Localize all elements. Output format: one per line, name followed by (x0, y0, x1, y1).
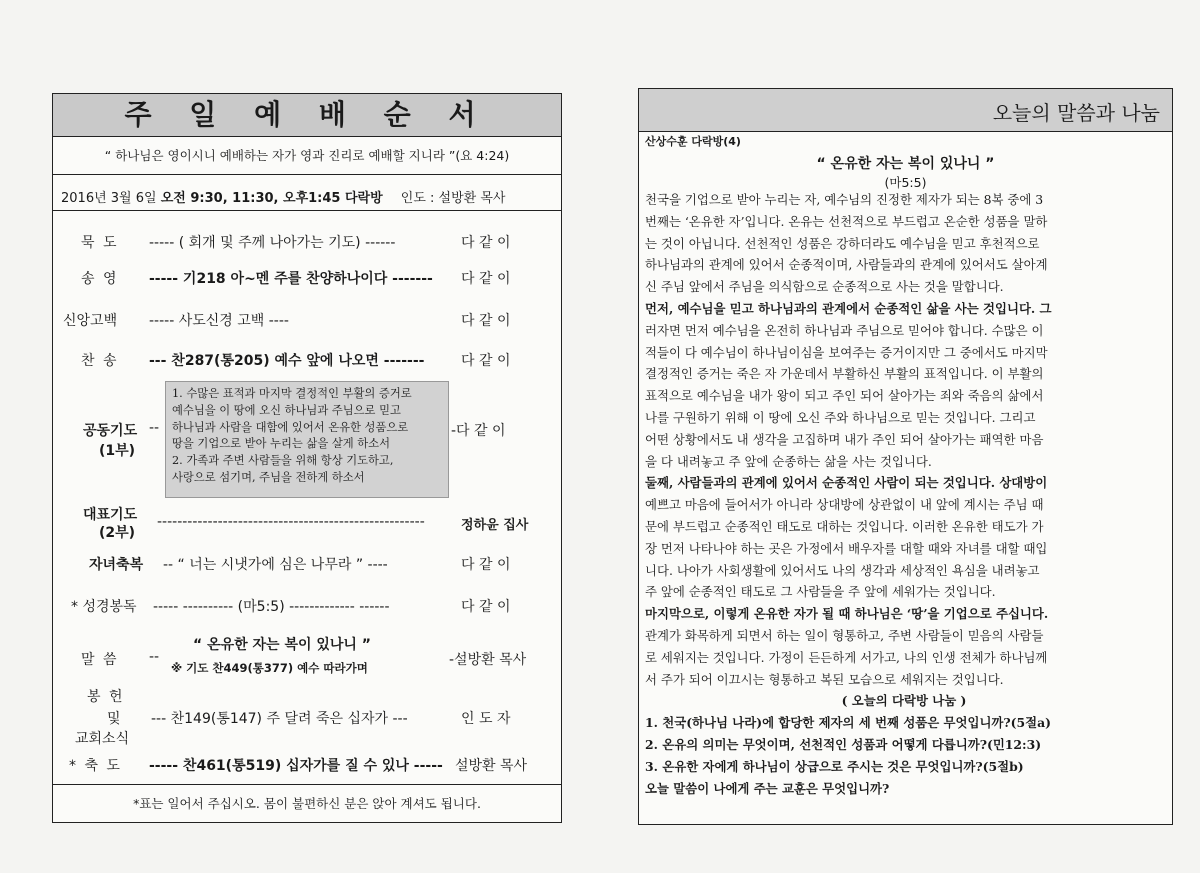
worship-order-title: 주 일 예 배 순 서 (53, 94, 561, 137)
order-item-name: * 축 도 (69, 758, 122, 774)
prayer-line: 2. 가족과 주변 사람들을 위해 항상 기도하고, (172, 454, 394, 468)
order-item-subname: (1부) (99, 443, 136, 459)
sermon-line: 니다. 나아가 사회생활에 있어서도 나의 생각과 세상적인 욕심을 내려놓고 (645, 562, 1040, 578)
sermon-line: 마지막으로, 이렇게 온유한 자가 될 때 하나님은 ‘땅’을 기업으로 주십니다. (645, 606, 1049, 622)
prayer-line: 1. 수많은 표적과 마지막 결정적인 부활의 증거로 (172, 387, 412, 400)
sermon-line: 러자면 먼저 예수님을 온전히 하나님과 주님으로 믿어야 합니다. 수많은 이 (645, 322, 1044, 338)
prayer-line: 사랑으로 섬기며, 주님을 전하게 하소서 (172, 470, 365, 484)
order-item-leader: 다 같 이 (461, 235, 511, 251)
sermon-line: 2. 온유의 의미는 무엇이며, 선천적인 성품과 어떻게 다릅니까?(민12:3) (645, 736, 1042, 752)
sermon-line: 나를 구원하기 위해 이 땅에 오신 주와 하나님으로 믿는 것입니다. 그리고 (645, 409, 1036, 425)
order-item-name: 봉 헌 (87, 689, 125, 705)
order-item-name: 송 영 (81, 271, 119, 287)
sermon-line: 오늘 말씀이 나에게 주는 교훈은 무엇입니까? (645, 780, 890, 796)
order-item-leader: 다 같 이 (461, 313, 511, 329)
order-item-leader: -다 같 이 (451, 423, 506, 439)
order-item-subname: 및 (107, 711, 121, 727)
sermon-line: 표적으로 예수님을 내가 왕이 되고 주인 되어 살아가는 죄와 죽음의 삶에서 (645, 388, 1044, 404)
sermon-body (645, 189, 1163, 799)
order-item-leader: 인 도 자 (461, 711, 511, 727)
order-item-leader: 설방환 목사 (455, 758, 528, 774)
order-item-leader: 다 같 이 (461, 353, 511, 369)
sermon-line: 신 주님 앞에서 주님을 의식함으로 순종적으로 사는 것을 말합니다. (645, 279, 1004, 295)
service-leader: 인도 : 설방환 목사 (400, 191, 506, 206)
prayer-topics-box (165, 381, 449, 498)
sermon-line: 문에 부드럽고 순종적인 태도로 대하는 것입니다. 이러한 온유한 태도가 가 (645, 518, 1044, 534)
sermon-line: 는 것이 아닙니다. 선천적인 성품은 강하더라도 예수님을 믿고 후천적으로 (645, 235, 1040, 251)
sermon-reference: (마5:5) (884, 175, 927, 190)
service-time: 오전 9:30, 11:30, 오후1:45 다락방 (160, 191, 383, 206)
prayer-line: 예수님을 이 땅에 오신 하나님과 주님으로 믿고 (172, 403, 401, 417)
sermon-panel (638, 88, 1173, 825)
divider (53, 784, 561, 785)
sermon-line: 먼저, 예수님을 믿고 하나님과의 관계에서 순종적인 삶을 사는 것입니다. 그 (645, 300, 1052, 316)
sermon-line: 주 앞에 순종적인 태도로 그 사람들을 주 앞에 세워가는 것입니다. (645, 584, 996, 600)
sermon-line: 하나님과의 관계에 있어서 순종적이며, 사람들과의 관계에 있어서도 살아계 (645, 257, 1048, 273)
order-item-detail: --- 찬149(통147) 주 달려 죽은 십자가 --- (151, 711, 408, 727)
order-item-leader: 정하윤 집사 (461, 518, 529, 533)
order-item-leader: 다 같 이 (461, 271, 511, 287)
sermon-panel-title: 오늘의 말씀과 나눔 (992, 101, 1160, 125)
order-item-detail: ----- ( 회개 및 주께 나아가는 기도) ------ (149, 235, 396, 251)
divider (53, 210, 561, 211)
order-item-name: * 성경봉독 (71, 599, 137, 615)
sermon-line: 어떤 상황에서도 내 생각을 고집하며 내가 주인 되어 살아가는 패역한 마음 (645, 431, 1044, 447)
prayer-line: 땅을 기업으로 받아 누리는 삶을 살게 하소서 (172, 437, 390, 451)
sermon-line: 1. 천국(하나님 나라)에 합당한 제자의 세 번째 성품은 무엇입니까?(5절a) (645, 715, 1052, 731)
sermon-title: “ 온유한 자는 복이 있나니 ” (193, 637, 372, 653)
prayer-line: 하나님과 사람을 대함에 있어서 온유한 성품으로 (172, 420, 409, 434)
sermon-line: 관계가 화목하게 되면서 하는 일이 형통하고, 주변 사람들이 믿음의 사람들 (645, 627, 1044, 643)
sermon-line: 로 세워지는 것입니다. 가정이 든든하게 서가고, 나의 인생 전체가 하나님께 (645, 649, 1048, 665)
sermon-title: “ 온유한 자는 복이 있나니 ” (816, 156, 995, 172)
series-label: 산상수훈 다락방(4) (645, 135, 741, 148)
order-item-name: 대표기도 (83, 507, 138, 523)
sermon-line: 예쁘고 마음에 들어서가 아니라 상대방에 상관없이 내 앞에 계시는 주님 때 (645, 497, 1044, 513)
sermon-line: 천국을 기업으로 받아 누리는 자, 예수님의 진정한 제자가 되는 8복 중에 3 (645, 192, 1044, 207)
divider (53, 174, 561, 175)
order-item-leader: -설방환 목사 (449, 652, 527, 668)
sermon-prayer-hymn: ※ 기도 찬449(통377) 예수 따라가며 (171, 661, 368, 675)
order-item-name: 자녀축복 (89, 557, 144, 573)
worship-order-panel (52, 93, 562, 823)
order-item-detail: ----------------------------------------------------- (157, 514, 425, 530)
service-date-line (61, 187, 505, 206)
service-date: 2016년 3월 6일 (61, 191, 157, 206)
order-item-detail: -- “ 너는 시냇가에 심은 나무라 ” ---- (163, 557, 388, 573)
order-item-leader: 다 같 이 (461, 599, 511, 615)
sermon-line: 적들이 다 예수님이 하나님이심을 보여주는 증거이지만 그 중에서도 마지막 (645, 344, 1048, 360)
order-item-detail: ----- 사도신경 고백 ---- (149, 313, 289, 329)
order-item-detail: -- (149, 420, 160, 436)
order-item-name: 신앙고백 (63, 313, 118, 329)
sermon-line: 장 먼저 나타나야 하는 곳은 가정에서 배우자를 대할 때와 자녀를 대할 때입 (645, 540, 1048, 556)
order-item-name: 말 씀 (81, 652, 119, 668)
sermon-line: 둘째, 사람들과의 관계에 있어서 순종적인 사람이 되는 것입니다. 상대방이 (645, 475, 1048, 491)
sermon-line: 서 주가 되어 이끄시는 형통하고 복된 모습으로 세워지는 것입니다. (645, 671, 1004, 687)
order-item-name: 공동기도 (83, 423, 138, 439)
standing-note: *표는 일어서 주십시오. 몸이 불편하신 분은 앉아 계셔도 됩니다. (133, 796, 481, 811)
sermon-line: 을 다 내려놓고 주 앞에 순종하는 삶을 사는 것입니다. (645, 453, 932, 469)
order-item-subname: (2부) (99, 525, 136, 541)
order-item-subname: 교회소식 (75, 731, 130, 747)
order-item-name: 찬 송 (81, 353, 119, 369)
sermon-line: ( 오늘의 다락방 나눔 ) (841, 693, 967, 709)
theme-verse: “ 하나님은 영이시니 예배하는 자가 영과 진리로 예배할 지니라 ”(요 4:24) (104, 148, 510, 163)
order-item-detail: ----- ---------- (마5:5) ------------- ------ (153, 599, 390, 615)
order-item-leader: 다 같 이 (461, 557, 511, 573)
order-item-name: 묵 도 (81, 235, 119, 251)
order-item-detail: --- 찬287(통205) 예수 앞에 나오면 ------- (149, 353, 425, 369)
order-item-detail: ----- 기218 아~멘 주를 찬양하나이다 ------- (149, 271, 433, 287)
order-item-detail: ----- 찬461(통519) 십자가를 질 수 있나 ----- (149, 758, 443, 774)
sermon-line: 번째는 ‘온유한 자’입니다. 온유는 선천적으로 부드럽고 온순한 성품을 말하 (645, 213, 1048, 229)
sermon-line: 3. 온유한 자에게 하나님이 상급으로 주시는 것은 무엇입니까?(5절b) (645, 758, 1024, 774)
order-item-detail: -- (149, 649, 160, 665)
sermon-line: 결정적인 증거는 죽은 자 가운데서 부활하신 부활의 표적입니다. 이 부활의 (645, 366, 1044, 382)
sermon-panel-header (639, 89, 1172, 132)
